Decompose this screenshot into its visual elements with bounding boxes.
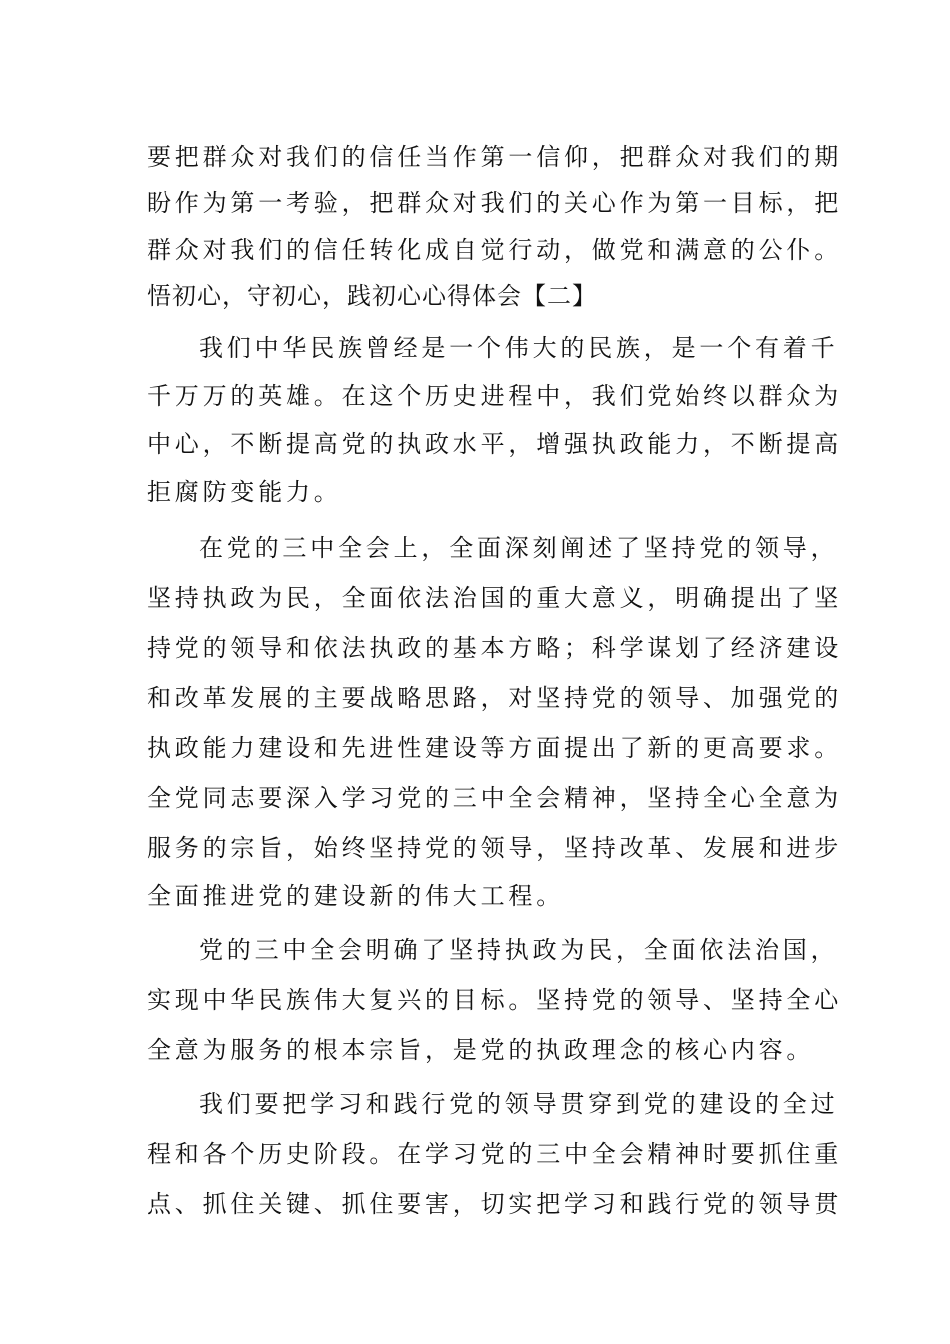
text-line: 执政能力建设和先进性建设等方面提出了新的更高要求。 <box>147 734 842 762</box>
text-line: 坚持执政为民，全面依法治国的重大意义，明确提出了坚 <box>147 584 842 612</box>
text-line: 全党同志要深入学习党的三中全会精神，坚持全心全意为 <box>147 784 842 812</box>
text-line: 我们要把学习和践行党的领导贯穿到党的建设的全过 <box>199 1090 839 1118</box>
text-line: 点、抓住关键、抓住要害，切实把学习和践行党的领导贯 <box>147 1190 842 1218</box>
text-line: 党的三中全会明确了坚持执政为民，全面依法治国， <box>199 936 839 964</box>
text-line: 在党的三中全会上，全面深刻阐述了坚持党的领导， <box>199 534 839 562</box>
text-line: 全面推进党的建设新的伟大工程。 <box>147 882 564 910</box>
text-line: 群众对我们的信任转化成自觉行动，做党和满意的公仆。 <box>147 236 842 264</box>
section-heading: 悟初心，守初心，践初心心得体会【二】 <box>147 282 597 310</box>
text-line: 要把群众对我们的信任当作第一信仰，把群众对我们的期 <box>147 143 842 171</box>
text-line: 和改革发展的主要战略思路，对坚持党的领导、加强党的 <box>147 684 842 712</box>
text-line: 持党的领导和依法执政的基本方略；科学谋划了经济建设 <box>147 634 842 662</box>
text-line: 千万万的英雄。在这个历史进程中，我们党始终以群众为 <box>147 382 842 410</box>
text-line: 服务的宗旨，始终坚持党的领导，坚持改革、发展和进步 <box>147 834 842 862</box>
text-line: 实现中华民族伟大复兴的目标。坚持党的领导、坚持全心 <box>147 986 842 1014</box>
text-line: 中心，不断提高党的执政水平，增强执政能力，不断提高 <box>147 430 842 458</box>
text-line: 我们中华民族曾经是一个伟大的民族，是一个有着千 <box>199 334 839 362</box>
text-line: 拒腐防变能力。 <box>147 478 342 506</box>
text-line: 盼作为第一考验，把群众对我们的关心作为第一目标，把 <box>147 189 842 217</box>
text-line: 全意为服务的根本宗旨，是党的执政理念的核心内容。 <box>147 1036 815 1064</box>
text-line: 程和各个历史阶段。在学习党的三中全会精神时要抓住重 <box>147 1140 842 1168</box>
